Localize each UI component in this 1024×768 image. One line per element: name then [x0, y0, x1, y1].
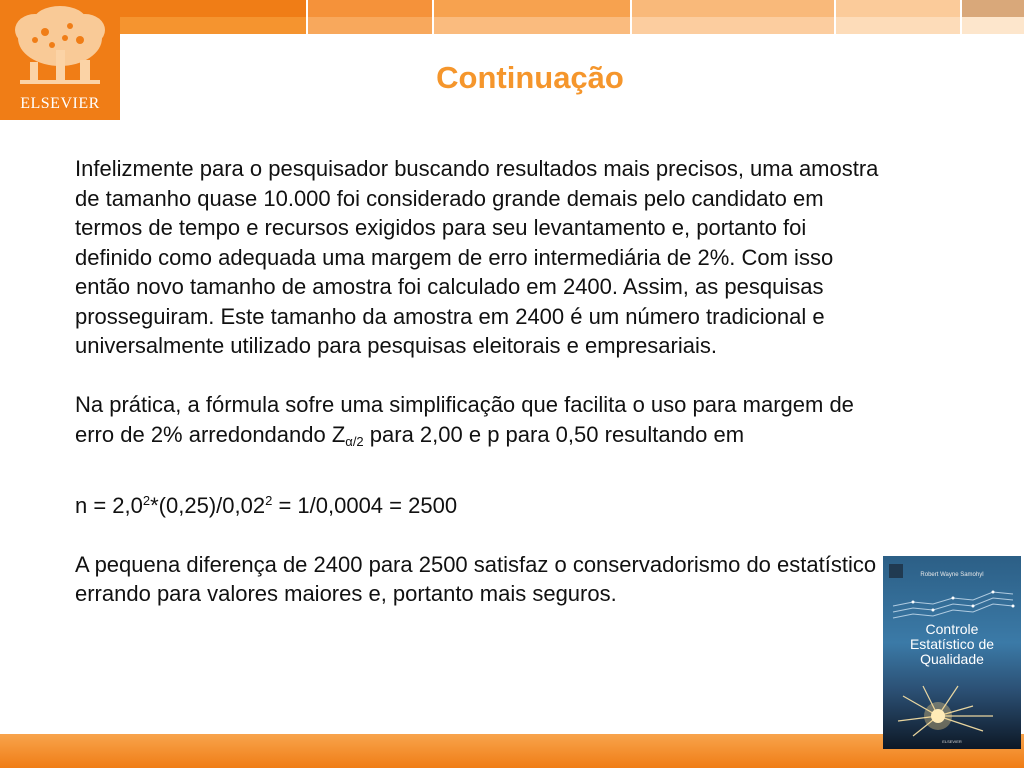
main-content	[75, 154, 885, 609]
top-decorative-bar	[120, 0, 1024, 34]
page-title: Continuação	[436, 60, 624, 95]
book-cover	[883, 556, 1021, 749]
paragraph: A pequena diferença de 2400 para 2500 satisfaz o conservadorismo do estatístico errando para valores maiores e, portanto mais seguros.	[75, 551, 877, 606]
paragraph: Na prática, a fórmula sofre uma simplificação que facilita o uso para margem de erro de 2% arredondando $Z_{\alpha/2}$ para 2,00 e p para 0,50 resultando em	[75, 392, 854, 449]
book-author: Robert Wayne Samohyl	[920, 572, 984, 578]
book-title: Controle Estatístico de Qualidade	[909, 621, 995, 667]
subscript: α/2	[345, 433, 364, 449]
logo-text: ELSEVIER	[20, 95, 100, 112]
formula: $n = 2,0^2*(0,25)/0,02^2 = 1/0,0004 = 2500$	[75, 492, 458, 518]
book-publisher: ELSEVIER	[942, 739, 962, 744]
paragraph: Infelizmente para o pesquisador buscando resultados mais precisos, uma amostra de tamanho quase 10.000 foi considerado grande demais pelo candidato em termos de tempo e recursos exigidos para seu levantamento e, portanto foi definido como adequada uma margem de erro intermediária de 2%. Com isso então novo tamanho de amostra foi calculado em 2400. Assim, as pesquisas prosseguiram. Este tamanho da amostra em 2400 é um número tradicional e universalmente utilizado para pesquisas eleitorais e empresariais.	[75, 156, 879, 358]
bottom-decorative-bar	[0, 734, 1024, 768]
